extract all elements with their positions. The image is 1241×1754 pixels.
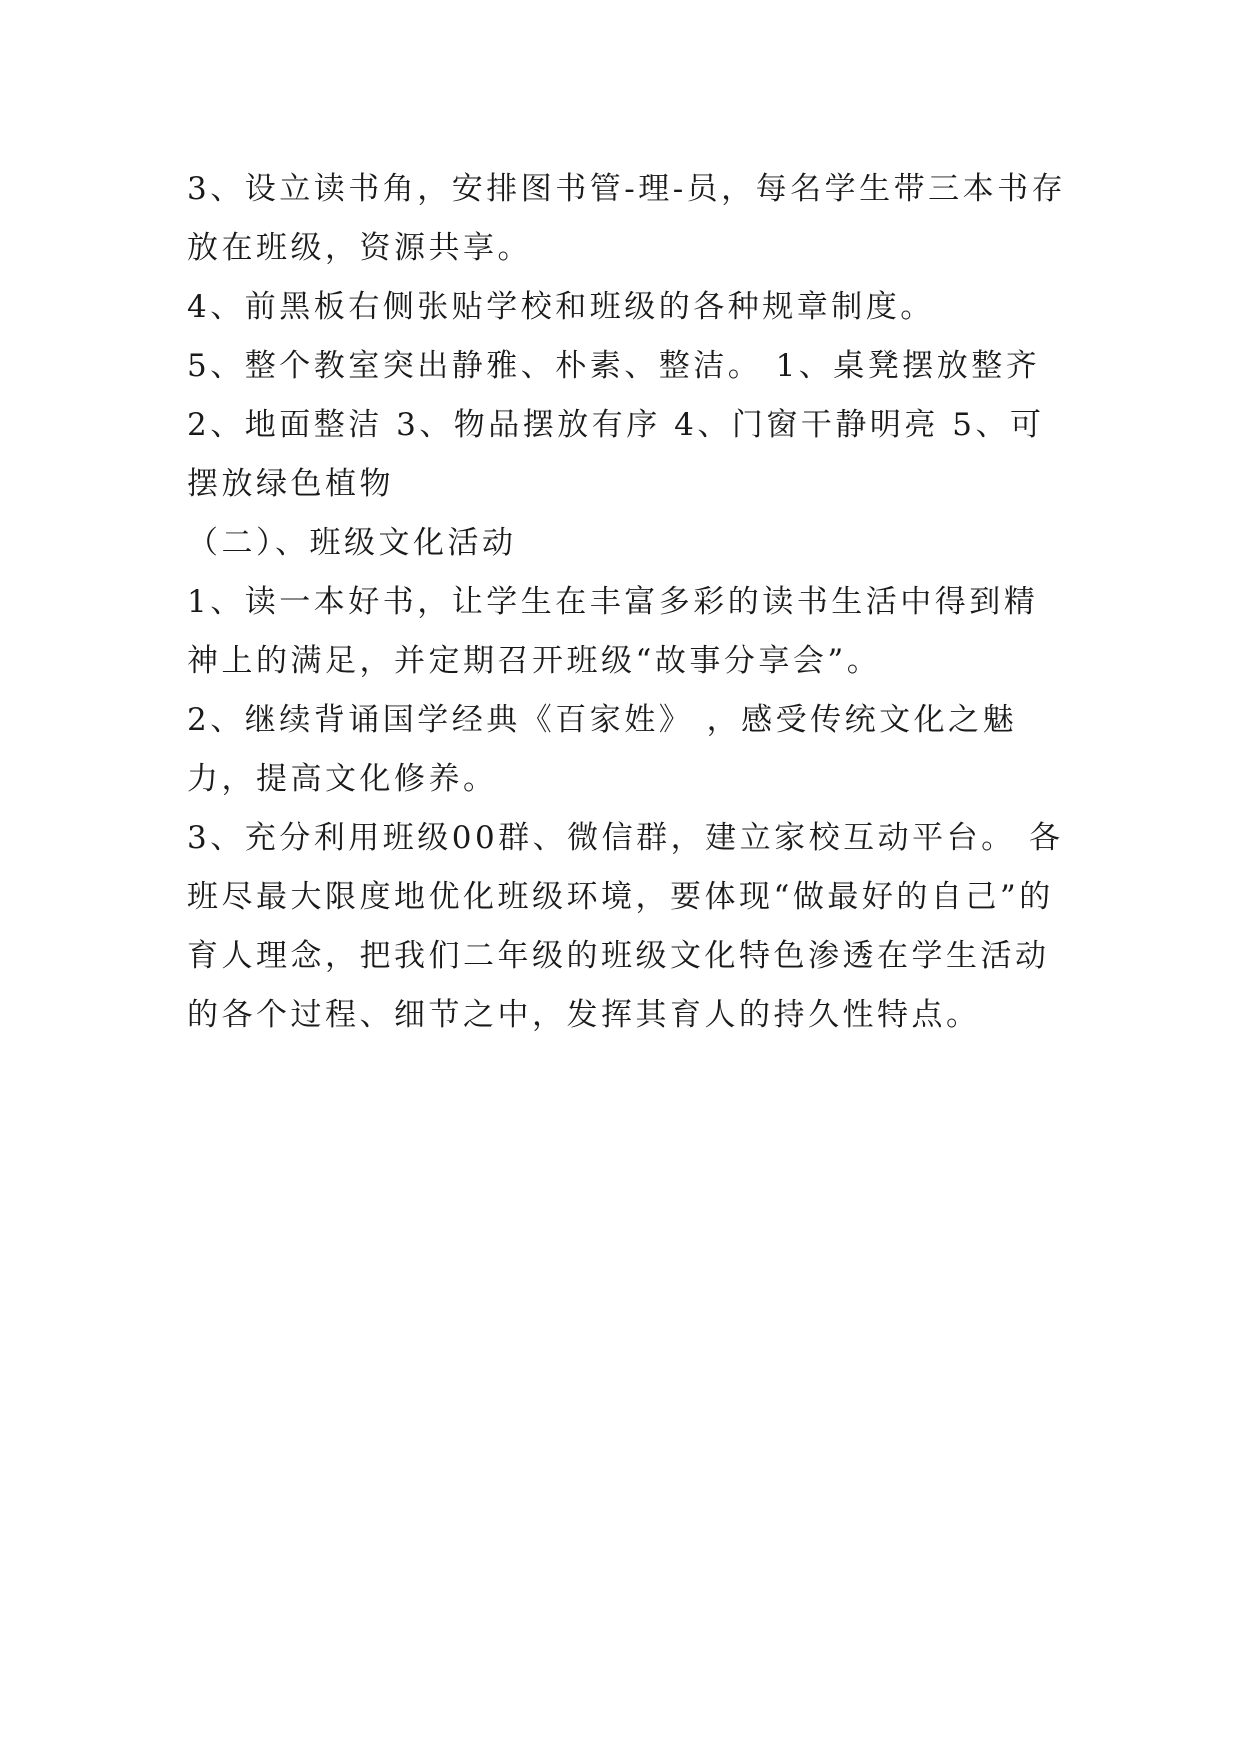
paragraph-home-school-platform: 3、充分利用班级00群、微信群，建立家校互动平台。 各班尽最大限度地优化班级环境，要体现“做最好的自己”的育人理念，把我们二年级的班级文化特色渗透在学生活动的各个过程、细节之中，发挥其育人的持久性特点。 xyxy=(187,820,1064,1033)
paragraph-blackboard-rules: 4、前黑板右侧张贴学校和班级的各种规章制度。 xyxy=(187,289,935,325)
paragraph-classroom-tidiness: 5、整个教室突出静雅、朴素、整洁。 1、桌凳摆放整齐 2、地面整洁 3、物品摆放有序 4、门窗干静明亮 5、可摆放绿色植物 xyxy=(187,348,1054,502)
paragraph-recite-classics: 2、继续背诵国学经典《百家姓》 ，感受传统文化之魅力，提高文化修养。 xyxy=(187,702,1018,797)
paragraph-reading-corner: 3、设立读书角，安排图书管-理-员，每名学生带三本书存放在班级，资源共享。 xyxy=(187,171,1067,266)
section-heading-class-culture-activities: （二）、班级文化活动 xyxy=(187,525,517,561)
document-body xyxy=(187,160,1067,1045)
paragraph-read-a-good-book: 1、读一本好书，让学生在丰富多彩的读书生活中得到精神上的满足，并定期召开班级“故事分享会”。 xyxy=(187,584,1039,679)
